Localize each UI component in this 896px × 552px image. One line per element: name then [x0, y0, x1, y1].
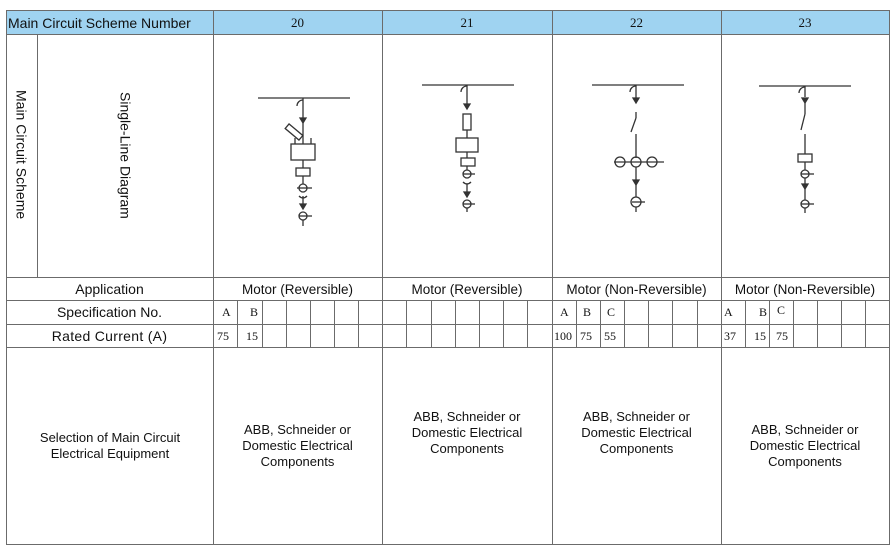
scheme-number-23: 23 [798, 15, 812, 30]
rated-current-label: Rated Current (A) [51, 327, 168, 344]
grid-v-left [6, 10, 7, 545]
grid-h-spec [6, 324, 890, 325]
grid-v-20 [213, 10, 214, 545]
spec-23-b: B [759, 305, 768, 319]
grid-h-bottom [6, 544, 890, 545]
current-22-c: 55 [604, 329, 616, 343]
grid-h-application [6, 300, 890, 301]
equipment-22: ABB, Schneider or Domestic Electrical Components [581, 409, 692, 456]
current-20-b: 15 [246, 329, 258, 343]
current-22-b: 75 [580, 329, 592, 343]
current-23-a: 37 [724, 329, 736, 343]
diagram-label: Single-Line Diagram [117, 91, 134, 219]
current-23-b: 15 [754, 329, 766, 343]
equipment-label: Selection of Main Circuit Electrical Equipment [39, 430, 181, 461]
grid-v-right [889, 10, 890, 545]
single-line-diagram-20 [213, 34, 382, 278]
grid-h-diagram [6, 277, 890, 278]
spec-22-a: A [560, 305, 569, 319]
single-line-diagram-21 [382, 34, 552, 278]
scheme-number-21: 21 [460, 15, 474, 30]
spec-22-c: C [607, 305, 616, 319]
grid-v-group [37, 34, 38, 278]
header-label: Main Circuit Scheme Number [8, 14, 191, 31]
application-20: Motor (Reversible) [241, 281, 354, 297]
application-22: Motor (Non-Reversible) [566, 281, 707, 297]
current-23-c: 75 [776, 329, 788, 343]
scheme-number-22: 22 [630, 15, 643, 30]
current-20-a: 75 [217, 329, 229, 343]
equipment-20: ABB, Schneider or Domestic Electrical Components [242, 422, 353, 469]
grid-h-current [6, 347, 890, 348]
single-line-diagram-23 [721, 34, 889, 278]
spec-22-b: B [583, 305, 592, 319]
scheme-number-20: 20 [291, 15, 304, 30]
application-21: Motor (Reversible) [411, 281, 523, 297]
spec-23-a: A [724, 305, 733, 319]
single-line-diagram-22 [552, 34, 721, 278]
grid-h-top [6, 10, 890, 11]
application-label: Application [75, 281, 144, 297]
current-22-a: 100 [554, 329, 572, 343]
grid-v-22 [552, 10, 553, 545]
spec-label: Specification No. [56, 304, 163, 320]
grid-v-21 [382, 10, 383, 545]
row-group-label: Main Circuit Scheme [13, 90, 30, 220]
spec-20-a: A [222, 305, 231, 319]
application-23: Motor (Non-Reversible) [734, 281, 876, 297]
grid-h-header [6, 34, 890, 35]
equipment-23: ABB, Schneider or Domestic Electrical Components [749, 422, 861, 469]
spec-23-c: C [777, 303, 786, 317]
grid-v-23 [721, 10, 722, 545]
equipment-21: ABB, Schneider or Domestic Electrical Components [411, 409, 523, 456]
spec-20-b: B [250, 305, 259, 319]
